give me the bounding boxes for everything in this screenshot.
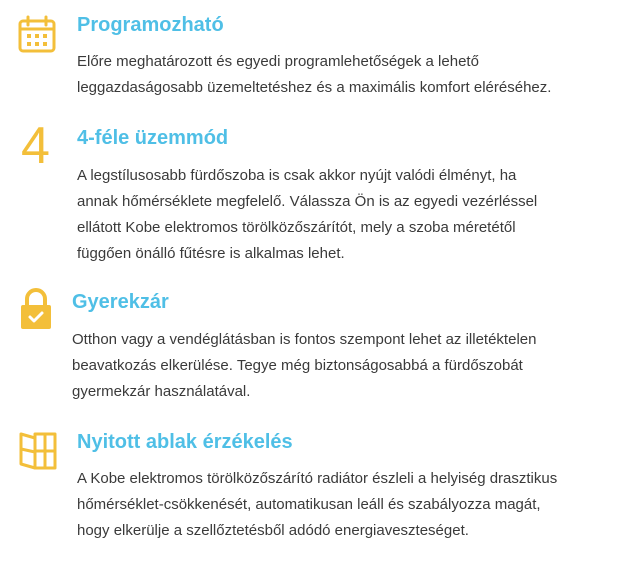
feature-description: A legstílusosabb fürdőszoba is csak akkor nyújt valódi élményt, ha annak hőmérséklete megfelelő. Válassza Ön is az egyedi vezérléssel ellátott Kobe elektromos törölközőszárítót, mely a szoba méretétől függően önálló fűtésre is alkalmas lehet. [77, 167, 538, 262]
number-four-icon: 4 [21, 117, 50, 175]
feature-description: A Kobe elektromos törölközőszárító radiátor észleli a helyiség drasztikus hőmérséklet-csökkenését, automatikusan leáll és szabályozza magát, hogy elkerülje a szellőztetésből adódó energiaveszteséget. [77, 470, 558, 539]
feature-description: Előre meghatározott és egyedi programlehetőségek a lehető leggazdaságosabb üzemeltetéshez és a maximális komfort eléréséhez. [77, 53, 552, 96]
feature-description: Otthon vagy a vendéglátásban is fontos szempont lehet az illetéktelen beavatkozás elkerülése. Tegye még biztonságosabbá a fürdőszobát gyermekzár használatával. [72, 331, 537, 400]
feature-title: 4-féle üzemmód [77, 127, 229, 149]
feature-title: Programozható [77, 14, 224, 36]
padlock-icon [19, 287, 53, 331]
feature-title: Gyerekzár [72, 291, 169, 313]
feature-title: Nyitott ablak érzékelés [77, 431, 293, 453]
calendar-icon [17, 15, 57, 55]
open-window-icon [17, 428, 59, 470]
